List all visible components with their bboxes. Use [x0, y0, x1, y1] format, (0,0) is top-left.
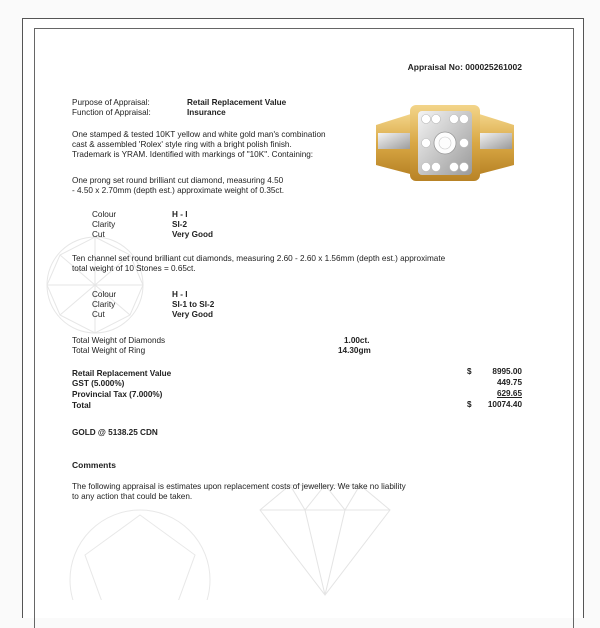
appraisal-number: Appraisal No: 000025261002 [407, 62, 522, 72]
side-colour-value: H - I [172, 290, 188, 299]
provincial-tax-label: Provincial Tax (7.000%) [72, 390, 163, 399]
center-colour-value: H - I [172, 210, 188, 219]
side-clarity-label: Clarity [92, 300, 116, 309]
description-line-1: One stamped & tested 10KT yellow and white gold man's combination [72, 130, 326, 139]
gold-price: GOLD @ 5138.25 CDN [72, 428, 158, 437]
retail-value-amount: 8995.00 [492, 367, 522, 376]
total-currency: $ [467, 400, 472, 409]
side-colour-label: Colour [92, 290, 117, 299]
side-stones-line-1: Ten channel set round brilliant cut diamonds, measuring 2.60 - 2.60 x 1.56mm (depth est.) approximate [72, 254, 446, 263]
side-clarity-value: SI-1 to SI-2 [172, 300, 215, 309]
center-stone-line-1: One prong set round brilliant cut diamond, measuring 4.50 [72, 176, 284, 185]
center-cut-value: Very Good [172, 230, 213, 239]
retail-value-label: Retail Replacement Value [72, 369, 172, 378]
comments-line-2: to any action that could be taken. [72, 492, 193, 501]
retail-currency: $ [467, 367, 472, 376]
total-ring-value: 14.30gm [338, 346, 371, 355]
side-cut-label: Cut [92, 310, 105, 319]
purpose-label: Purpose of Appraisal: [72, 98, 150, 107]
total-amount: 10074.40 [487, 400, 522, 409]
side-cut-value: Very Good [172, 310, 213, 319]
center-cut-label: Cut [92, 230, 105, 239]
total-ring-label: Total Weight of Ring [72, 346, 146, 355]
center-stone-line-2: - 4.50 x 2.70mm (depth est.) approximate weight of 0.35ct. [72, 186, 285, 195]
comments-line-1: The following appraisal is estimates upon replacement costs of jewellery. We take no liability [72, 482, 406, 491]
function-label: Function of Appraisal: [72, 108, 151, 117]
provincial-tax-amount: 629.65 [496, 389, 522, 398]
gst-label: GST (5.000%) [72, 379, 125, 388]
gst-amount: 449.75 [496, 378, 522, 387]
center-colour-label: Colour [92, 210, 117, 219]
center-clarity-label: Clarity [92, 220, 116, 229]
side-stones-line-2: total weight of 10 Stones = 0.65ct. [72, 264, 196, 273]
total-diamonds-value: 1.00ct. [344, 336, 370, 345]
ring-image [376, 103, 514, 183]
total-diamonds-label: Total Weight of Diamonds [72, 336, 166, 345]
description-line-3: Trademark is YRAM. Identified with markings of "10K". Containing: [72, 150, 314, 159]
total-label: Total [72, 401, 91, 410]
description-line-2: cast & assembled 'Rolex' style ring with a bright polish finish. [72, 140, 292, 149]
purpose-value: Retail Replacement Value [187, 98, 287, 107]
center-clarity-value: SI-2 [172, 220, 188, 229]
function-value: Insurance [187, 108, 226, 117]
comments-heading: Comments [72, 460, 116, 470]
